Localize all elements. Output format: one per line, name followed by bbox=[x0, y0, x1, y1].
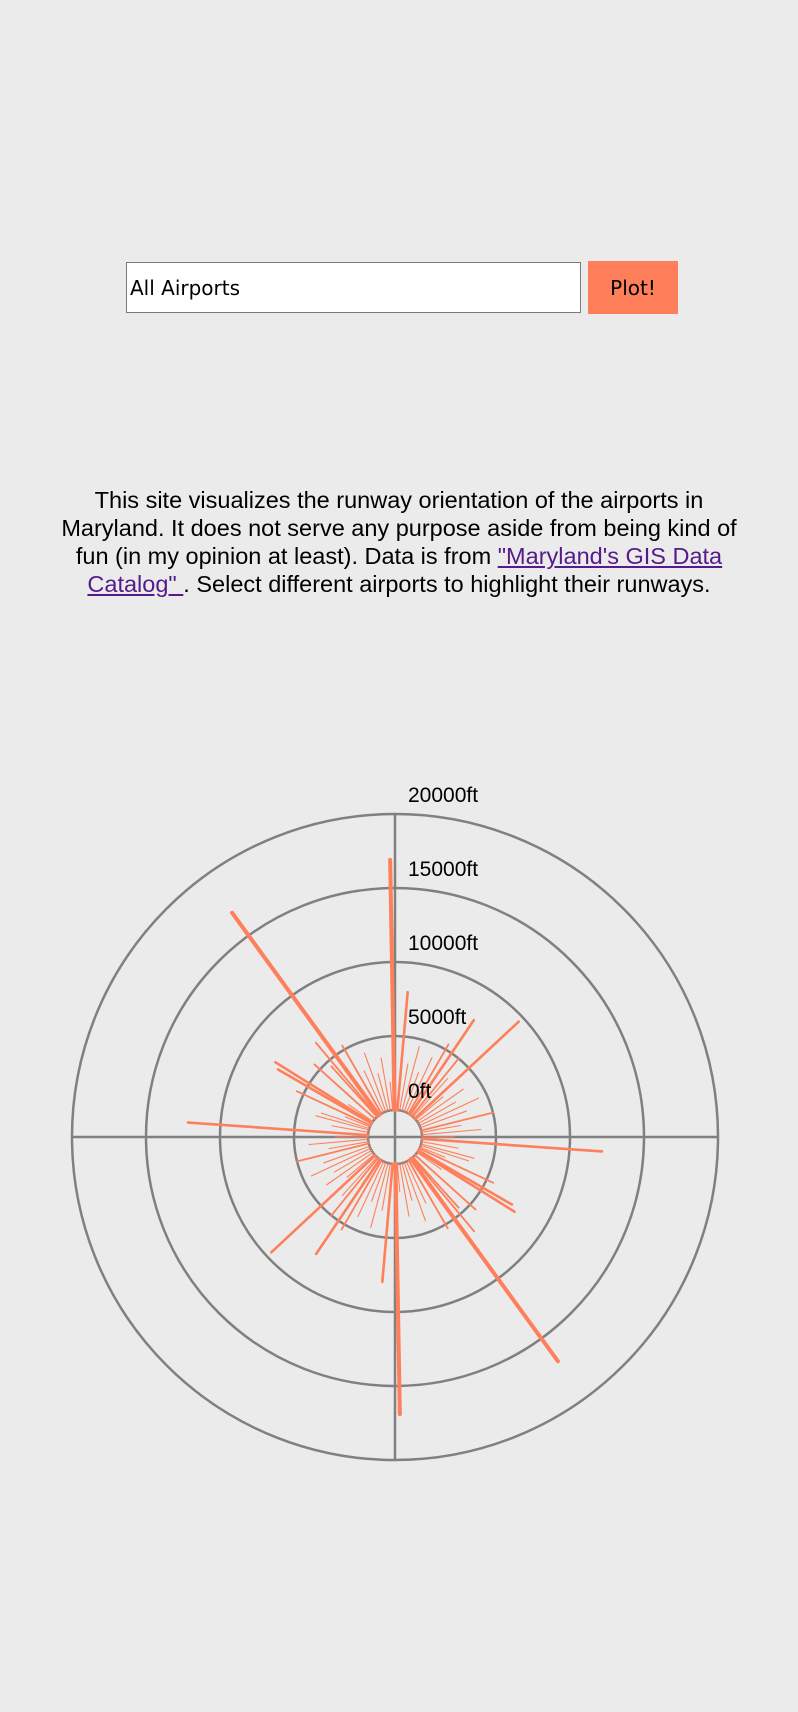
description-text-before: This site visualizes the runway orientation of the airports in Maryland. It does not serve any purpose aside from being kind of fun (in my opinion at least). Data is from bbox=[61, 487, 737, 569]
runway-line bbox=[422, 1139, 602, 1152]
tick-label-10000: 10000ft bbox=[408, 932, 479, 955]
tick-label-5000: 5000ft bbox=[408, 1006, 467, 1029]
runway-line bbox=[413, 1157, 459, 1208]
runway-line bbox=[331, 1066, 377, 1117]
site-description bbox=[60, 486, 738, 598]
runway-line bbox=[342, 1046, 381, 1114]
runway-line bbox=[316, 1159, 380, 1253]
runway-orientation-chart bbox=[0, 760, 798, 1480]
chart-grid bbox=[72, 814, 718, 1460]
airport-search-input[interactable] bbox=[126, 262, 581, 313]
tick-label-20000: 20000ft bbox=[408, 784, 479, 807]
description-text-after: . Select different airports to highlight their runways. bbox=[183, 571, 711, 597]
tick-label-15000: 15000ft bbox=[408, 858, 479, 881]
runway-line bbox=[188, 1123, 368, 1136]
airport-search-row bbox=[126, 261, 678, 314]
plot-button[interactable]: Plot! bbox=[588, 261, 678, 314]
tick-label-0: 0ft bbox=[408, 1080, 432, 1103]
runway-line bbox=[409, 1160, 448, 1228]
gis-data-catalog-link[interactable]: "Maryland's GIS Data Catalog" bbox=[87, 543, 723, 597]
runway-line bbox=[312, 1148, 371, 1176]
